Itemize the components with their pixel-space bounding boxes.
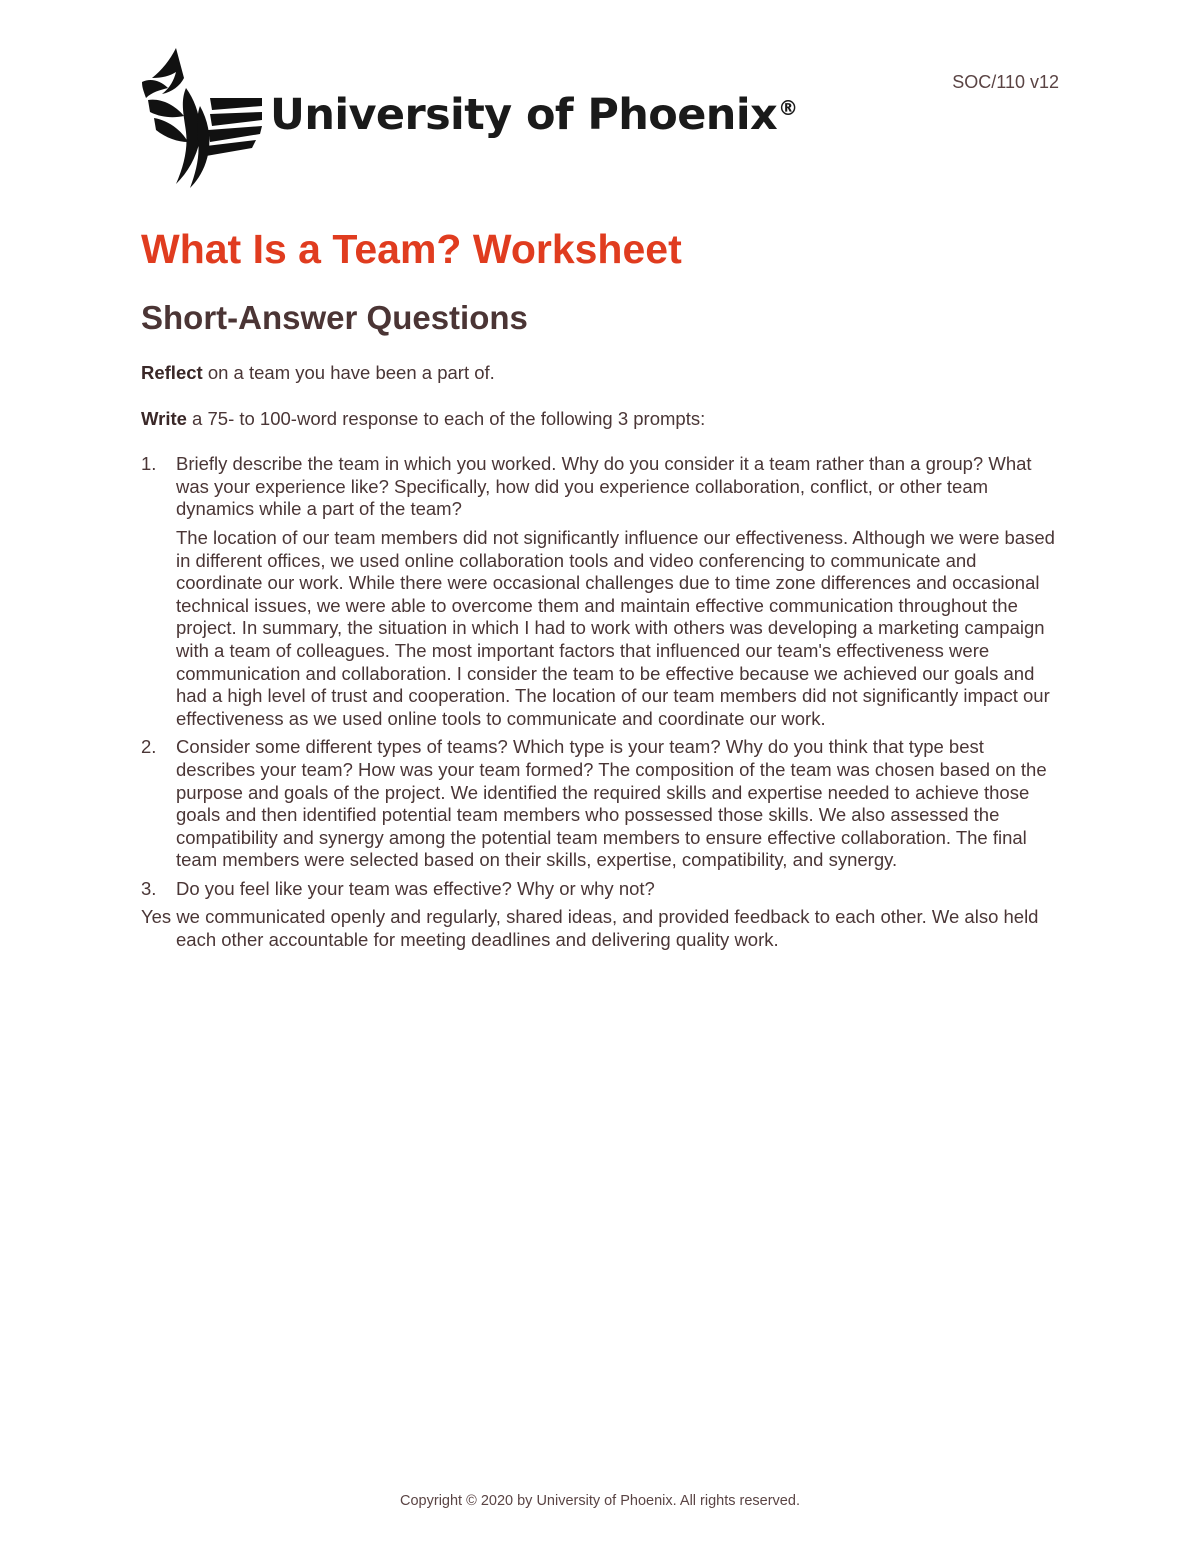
- phoenix-logo-icon: [140, 48, 262, 188]
- final-answer: Yes we communicated openly and regularly, shared ideas, and provided feedback to each other. We also held each other accountable for meeting deadlines and delivering quality work.: [141, 906, 1039, 951]
- section-subtitle: Short-Answer Questions: [141, 299, 528, 336]
- question-number: 3.: [141, 877, 157, 899]
- university-logo: [140, 48, 798, 188]
- question-number: 2.: [141, 736, 157, 758]
- question-list: [141, 453, 1061, 900]
- instruction-reflect: Reflect on a team you have been a part of.: [141, 362, 495, 383]
- question-prompt: Do you feel like your team was effective? Why or why not?: [176, 877, 655, 899]
- question-item: [141, 878, 1061, 901]
- question-prompt: Consider some different types of teams? Which type is your team? Why do you think that type best describes your team? How was your team formed? The composition of the team was chosen based on the purpose and goals of the project. We identified the required skills and expertise needed to achieve those goals and then identified potential team members who possessed those skills. We also assessed the compatibility and synergy among the potential team members to ensure effective collaboration. The final team members were selected based on their skills, expertise, compatibility, and synergy.: [176, 736, 1047, 871]
- copyright-footer: Copyright © 2020 by University of Phoenix. All rights reserved.: [400, 1493, 800, 1509]
- question-item: [141, 453, 1061, 730]
- question-answer: The location of our team members did not significantly influence our effectiveness. Although we were based in different offices, we used online collaboration tools and video conferencing to communicate and coordinate our work. While there were occasional challenges due to time zone differences and occasional technical issues, we were able to overcome them and maintain effective communication throughout the project. In summary, the situation in which I had to work with others was developing a marketing campaign with a team of colleagues. The most important factors that influenced our team's effectiveness were communication and collaboration. I consider the team to be effective because we achieved our goals and had a high level of trust and cooperation. The location of our team members did not significantly impact our effectiveness as we used online tools to communicate and coordinate our work.: [176, 526, 1055, 729]
- question-number: 1.: [141, 453, 157, 475]
- page-title: What Is a Team? Worksheet: [141, 226, 682, 272]
- question-item: [141, 736, 1061, 872]
- course-code: SOC/110 v12: [952, 72, 1059, 92]
- instruction-write: Write a 75- to 100-word response to each of the following 3 prompts:: [141, 407, 706, 429]
- logo-wordmark: University of Phoenix®: [270, 90, 798, 140]
- question-prompt: Briefly describe the team in which you worked. Why do you consider it a team rather than a group? What was your experience like? Specifically, how did you experience collaboration, conflict, or other team dynamics while a part of the team?: [176, 453, 1032, 520]
- worksheet-content: [141, 362, 1061, 952]
